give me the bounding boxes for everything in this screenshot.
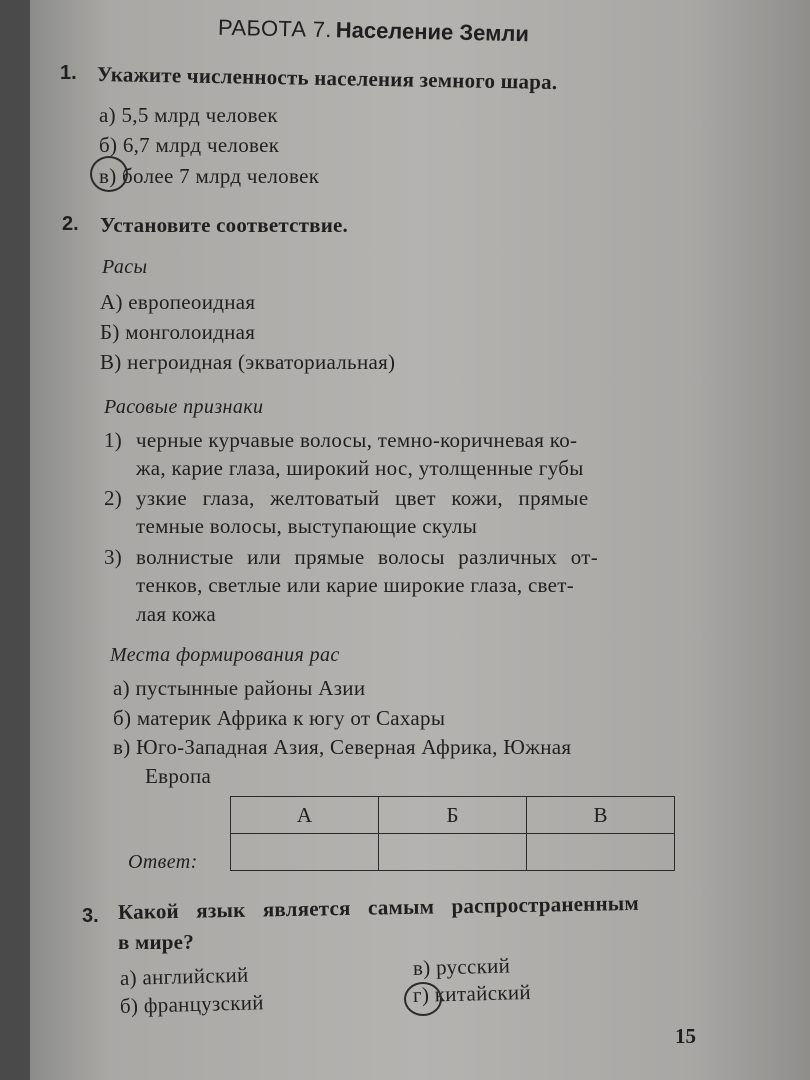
trait-3-line-1: волнистые или прямые волосы различных от- — [136, 545, 599, 569]
trait-3-line-3: лая кожа — [136, 602, 217, 626]
trait-2-number: 2) — [104, 486, 123, 510]
trait-1-line-1: черные курчавые волосы, темно-коричневая ко- — [136, 428, 578, 452]
traits-heading: Расовые признаки — [104, 396, 264, 418]
q3-option-b: б) французский — [119, 990, 265, 1018]
answer-header-a: А — [231, 797, 379, 834]
q3-option-d: г) китайский — [412, 979, 532, 1007]
question-2-text: Установите соответствие. — [100, 213, 348, 237]
trait-1-number: 1) — [104, 428, 123, 452]
race-a: А) европеоидная — [100, 290, 256, 314]
work-number: РАБОТА 7. — [217, 14, 333, 43]
trait-2-line-2: темные волосы, выступающие скулы — [136, 514, 478, 538]
trait-1-line-2: жа, карие глаза, широкий нос, утолщенные губы — [136, 456, 584, 480]
question-3-text-line-1: Какой язык является самым распространенным — [117, 890, 640, 924]
answer-header-b: Б — [379, 797, 527, 834]
place-c-continued: Европа — [145, 764, 212, 788]
page-number: 15 — [675, 1024, 696, 1048]
q1-answer-circle — [90, 156, 128, 192]
q1-option-c: в) более 7 млрд человек — [99, 164, 320, 188]
answer-cell-b[interactable] — [379, 834, 527, 871]
question-1-number: 1. — [60, 62, 77, 84]
question-2-number: 2. — [62, 213, 79, 235]
place-a: а) пустынные районы Азии — [113, 676, 366, 700]
answer-cell-c[interactable] — [527, 834, 675, 871]
q1-option-b: б) 6,7 млрд человек — [99, 133, 280, 157]
place-b: б) материк Африка к югу от Сахары — [113, 706, 446, 730]
race-c: В) негроидная (экваториальная) — [100, 350, 396, 374]
work-topic: Население Земли — [335, 17, 530, 47]
q1-option-a: а) 5,5 млрд человек — [99, 103, 278, 127]
races-heading: Расы — [102, 256, 148, 278]
q3-option-c: в) русский — [412, 953, 511, 980]
answer-label: Ответ: — [128, 851, 198, 873]
answer-table-header-row — [231, 797, 675, 834]
question-1-text: Укажите численность населения земного шара. — [96, 62, 558, 95]
answer-header-c: В — [527, 797, 675, 834]
trait-3-number: 3) — [104, 545, 123, 569]
question-3-number: 3. — [82, 905, 99, 927]
places-heading: Места формирования рас — [110, 644, 340, 666]
race-b: Б) монголоидная — [100, 320, 256, 344]
answer-table-input-row — [231, 834, 675, 871]
trait-2-line-1: узкие глаза, желтоватый цвет кожи, прямые — [136, 486, 589, 510]
question-3-text-line-2: в мире? — [118, 930, 194, 954]
answer-cell-a[interactable] — [231, 834, 379, 871]
place-c: в) Юго-Западная Азия, Северная Африка, Южная — [113, 735, 572, 759]
trait-3-line-2: тенков, светлые или карие широкие глаза, свет- — [136, 573, 575, 597]
q3-answer-circle — [404, 982, 442, 1016]
q3-option-a: а) английский — [119, 962, 249, 990]
answer-table — [230, 796, 675, 871]
